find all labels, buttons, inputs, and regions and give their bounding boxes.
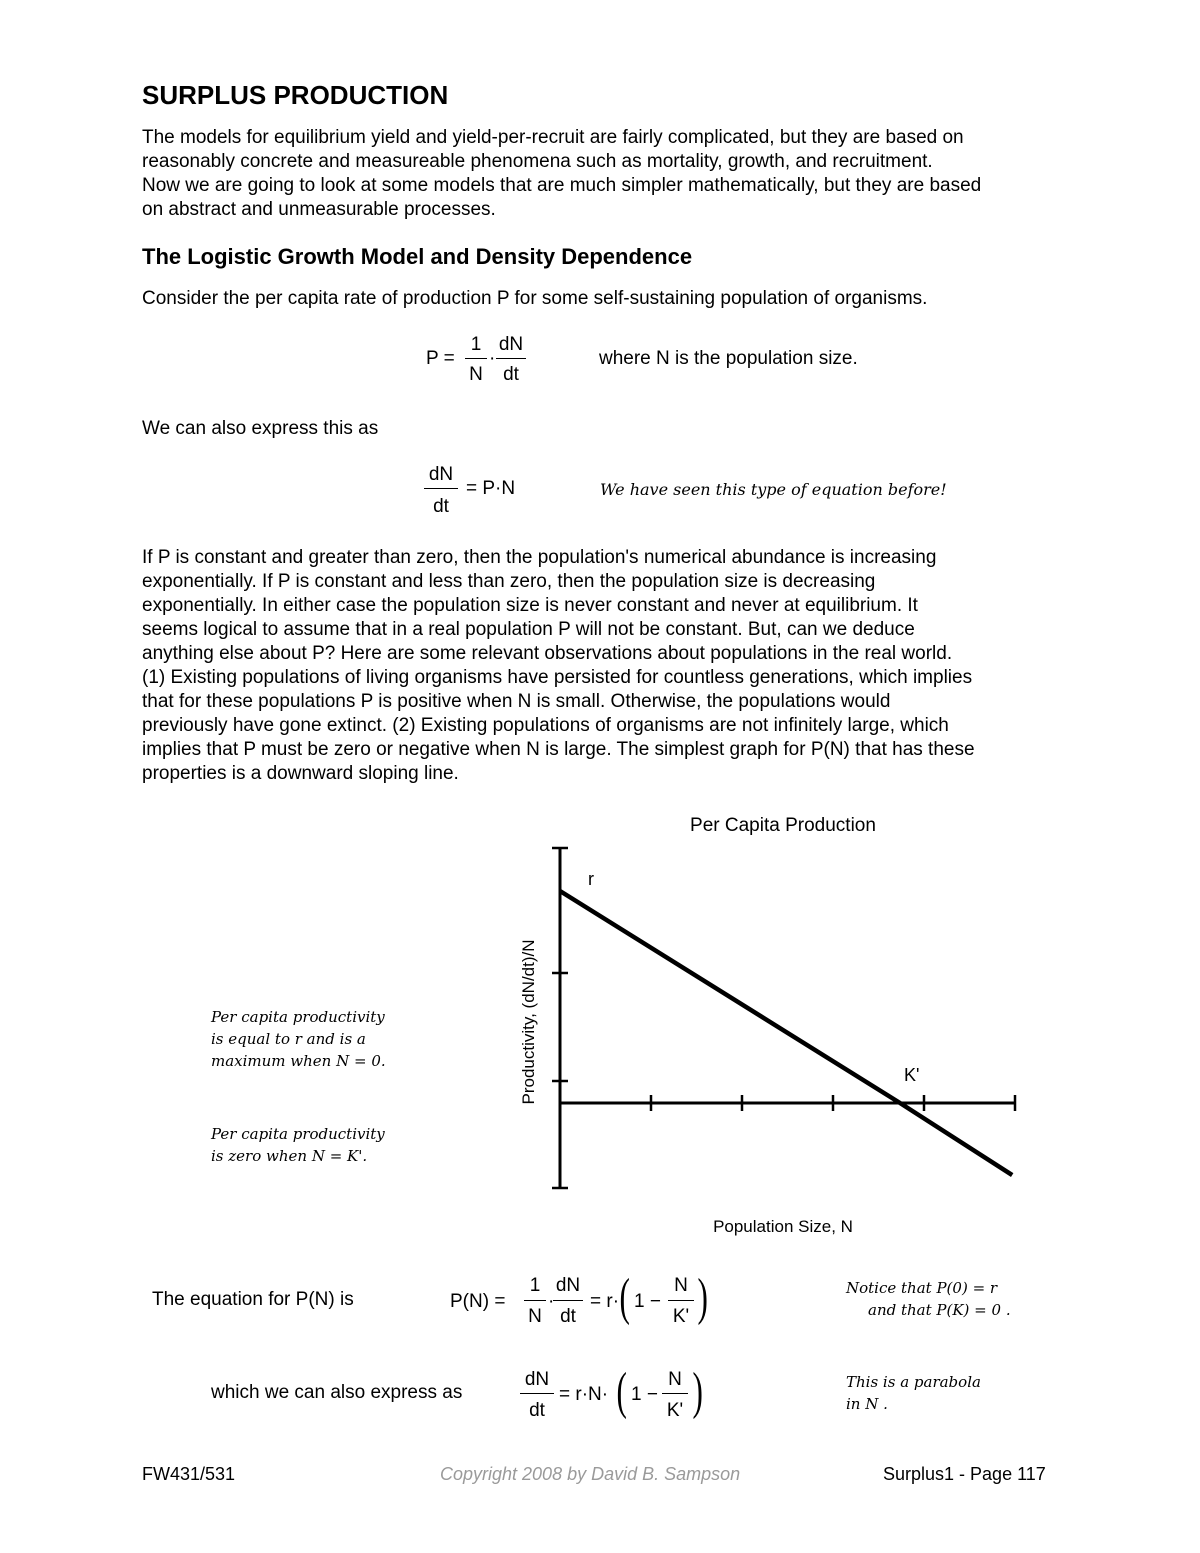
eq4-den2: K' [666, 1400, 684, 1421]
footer-page: Surplus1 - Page 117 [883, 1464, 1046, 1484]
note-parabola [846, 1371, 981, 1415]
production-line [560, 891, 1012, 1175]
body-line: (1) Existing populations of living organisms have persisted for countless generations, which implies [142, 667, 973, 688]
left-paren: ( [616, 1363, 627, 1420]
section-heading: The Logistic Growth Model and Density Dependence [142, 244, 693, 269]
eq3-den1: N [528, 1306, 542, 1327]
body-line: that for these populations P is positive when N is small. Otherwise, the populations would [142, 691, 891, 712]
body-line: anything else about P? Here are some relevant observations about populations in the real world. [142, 643, 953, 664]
footer-copyright: Copyright 2008 by David B. Sampson [440, 1464, 741, 1484]
note-line: Per capita productivity [211, 1125, 385, 1143]
note-line: and that P(K) = 0 . [868, 1301, 1011, 1319]
annotation-r: r [588, 869, 594, 889]
intro-line: reasonably concrete and measureable phenomena such as mortality, growth, and recruitment. [142, 151, 933, 172]
eq1-num1: 1 [470, 334, 482, 355]
eq1-lhs: P = [426, 348, 455, 369]
eq4-num2: N [668, 1369, 682, 1390]
eq3-fraction-bar [553, 1300, 583, 1301]
eq1-num2: dN [498, 334, 524, 355]
body-line: implies that P must be zero or negative when N is large. The simplest graph for P(N) that has these [142, 739, 975, 760]
eq2-rhs: = P·N [466, 478, 516, 499]
body-line: exponentially. If P is constant and less than zero, then the population size is decreasing [142, 571, 876, 592]
eq4-mid: = r·N· [559, 1384, 609, 1405]
eq3-den2: dt [560, 1306, 576, 1327]
note-line: Per capita productivity [211, 1008, 385, 1026]
eq2-comment: We have seen this type of equation before! [600, 480, 947, 499]
note-line: is zero when N = K'. [211, 1147, 368, 1165]
eq3-one-minus: 1 − [634, 1291, 661, 1312]
eq3-num3: N [674, 1275, 688, 1296]
eq2-den: dt [433, 496, 449, 517]
chart-x-axis-label: Population Size, N [713, 1217, 853, 1236]
intro-line: The models for equilibrium yield and yield-per-recruit are fairly complicated, but they are based on [142, 127, 964, 148]
left-paren: ( [619, 1269, 630, 1326]
chart-y-axis-label: Productivity, (dN/dt)/N [519, 939, 538, 1105]
note-line: in N . [846, 1395, 888, 1413]
annotation-k-prime: K' [904, 1065, 920, 1085]
express-text: We can also express this as [142, 418, 379, 439]
intro-line: on abstract and unmeasurable processes. [142, 199, 496, 220]
note-line: maximum when N = 0. [211, 1052, 386, 1070]
body-line: properties is a downward sloping line. [142, 763, 459, 784]
eq4-one-minus: 1 − [631, 1384, 658, 1405]
eq3-fraction-bar [524, 1300, 546, 1301]
note-zero-productivity [211, 1123, 385, 1167]
eq3-mid: = r· [590, 1291, 620, 1312]
note-line: Notice that P(0) = r [846, 1279, 998, 1297]
eq1-comment: where N is the population size. [599, 348, 858, 369]
intro-line: Now we are going to look at some models that are much simpler mathematically, but they are based [142, 175, 982, 196]
eq3-num2: dN [555, 1275, 581, 1296]
eq3-label: The equation for P(N) is [152, 1289, 354, 1310]
eq3-fraction-bar [668, 1300, 694, 1301]
note-notice [846, 1277, 1011, 1321]
eq1-dot: · [489, 348, 496, 369]
eq3-num1: 1 [529, 1275, 541, 1296]
eq1-den1: N [469, 364, 483, 385]
footer-course: FW431/531 [142, 1464, 236, 1484]
eq1-den2: dt [503, 364, 519, 385]
eq4-fraction-bar [662, 1393, 688, 1394]
note-line: This is a parabola [846, 1373, 981, 1391]
eq3-den3: K' [672, 1306, 690, 1327]
right-paren: ) [692, 1363, 703, 1420]
body-line: previously have gone extinct. (2) Existing populations of organisms are not infinitely large, which [142, 715, 949, 736]
body-line: seems logical to assume that in a real population P will not be constant. But, can we deduce [142, 619, 915, 640]
page-title: SURPLUS PRODUCTION [142, 80, 449, 110]
eq4-label: which we can also express as [211, 1382, 463, 1403]
body-line: exponentially. In either case the population size is never constant and never at equilibrium. It [142, 595, 918, 616]
eq4-fraction-bar [520, 1393, 554, 1394]
consider-text: Consider the per capita rate of production P for some self-sustaining population of organisms. [142, 288, 928, 309]
eq3-lhs: P(N) = [450, 1291, 506, 1312]
body-line: If P is constant and greater than zero, then the population's numerical abundance is increasing [142, 547, 937, 568]
right-paren: ) [697, 1269, 708, 1326]
note-max-productivity [211, 1006, 386, 1072]
eq4-den: dt [529, 1400, 545, 1421]
note-line: is equal to r and is a [211, 1030, 366, 1048]
eq2-num: dN [428, 464, 454, 485]
eq4-num: dN [524, 1369, 550, 1390]
chart-title: Per Capita Production [690, 815, 876, 836]
